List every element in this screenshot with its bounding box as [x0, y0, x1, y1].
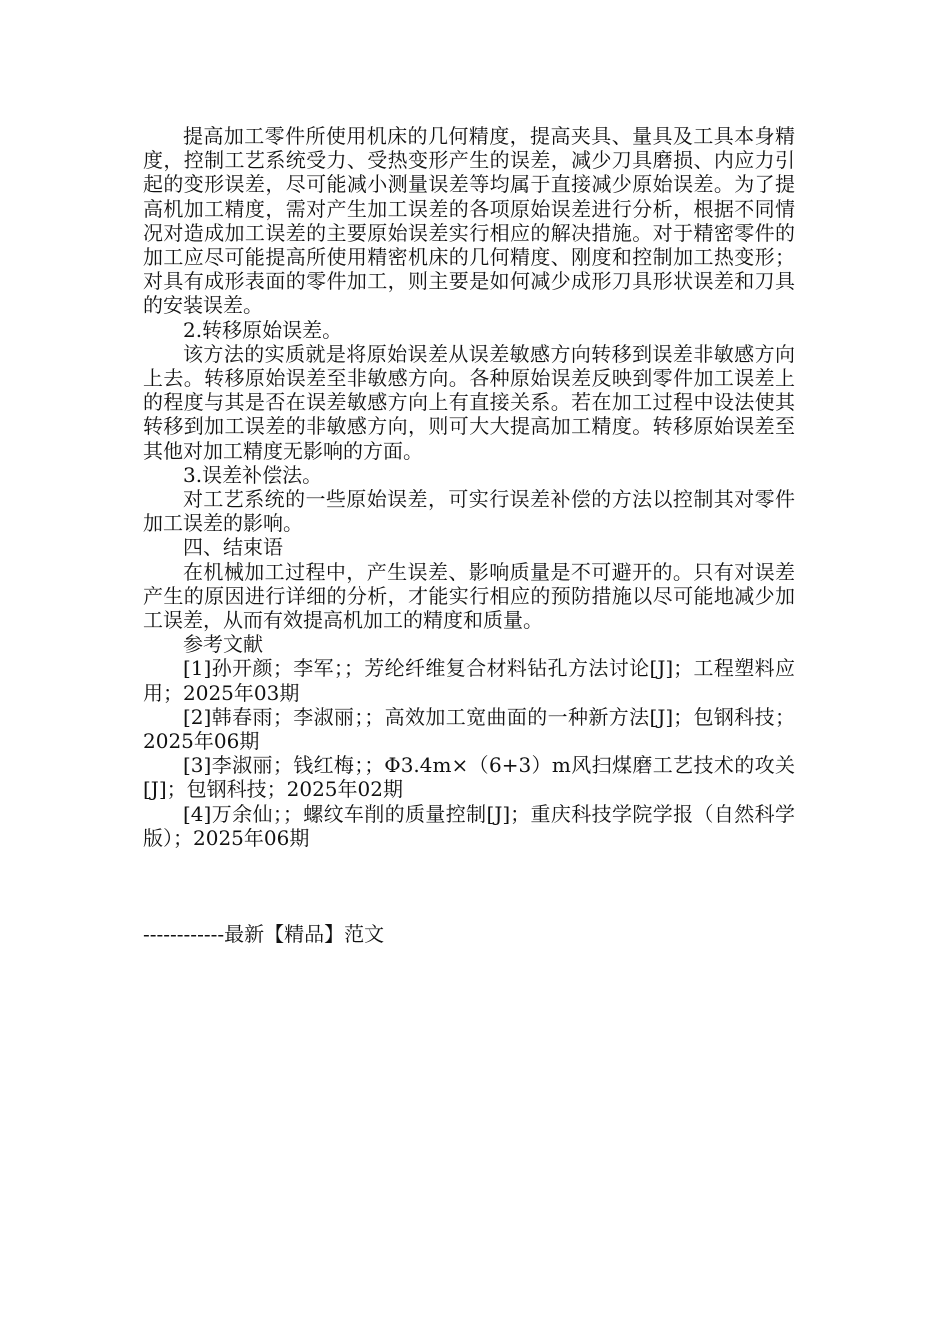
heading-conclusion: 四、结束语 [183, 535, 283, 560]
reference-item: [2]韩春雨；李淑丽；；高效加工宽曲面的一种新方法[J]；包钢科技；2025年06期 [143, 704, 795, 754]
reference-item: [1]孙开颜；李军；；芳纶纤维复合材料钻孔方法讨论[J]；工程塑料应用；2025年03期 [143, 656, 795, 705]
paragraph-direct-reduction: 提高加工零件所使用机床的几何精度，提高夹具、量具及工具本身精度，控制工艺系统受力、受热变形产生的误差，减少刀具磨损、内应力引起的变形误差，尽可能减小测量误差等均属于直接减少原始误差。为了提高机加工精度，需对产生加工误差的各项原始误差进行分析，根据不同情况对造成加工误差的主要原始误差实行相应的解决措施。对于精密零件的加工应尽可能提高所使用精密机床的几何精度、刚度和控制加工热变形；对具有成形表面的零件加工，则主要是如何减少成形刀具形状误差和刀具的安装误差。 [143, 124, 795, 318]
reference-item: [3]李淑丽；钱红梅；；Φ3.4m×（6+3）m风扫煤磨工艺技术的攻关[J]；包钢科技；2025年02期 [143, 753, 795, 802]
paragraph-error-compensation: 对工艺系统的一些原始误差，可实行误差补偿的方法以控制其对零件加工误差的影响。 [143, 487, 795, 536]
paragraph-transfer-error: 该方法的实质就是将原始误差从误差敏感方向转移到误差非敏感方向上去。转移原始误差至非敏感方向。各种原始误差反映到零件加工误差上的程度与其是否在误差敏感方向上有直接关系。若在加工过程中设法使其转移到加工误差的非敏感方向，则可大大提高加工精度。转移原始误差至其他对加工精度无影响的方面。 [143, 341, 795, 463]
paragraph-conclusion: 在机械加工过程中，产生误差、影响质量是不可避开的。只有对误差产生的原因进行详细的分析，才能实行相应的预防措施以尽可能地减少加工误差，从而有效提高机加工的精度和质量。 [143, 559, 795, 633]
document-body [143, 124, 795, 850]
reference-item: [4]万余仙；；螺纹车削的质量控制[J]；重庆科技学院学报（自然科学版）；2025年06期 [143, 801, 795, 850]
heading-references: 参考文献 [183, 632, 263, 657]
heading-error-compensation: 3.误差补偿法。 [183, 462, 323, 487]
heading-transfer-error: 2.转移原始误差。 [183, 317, 343, 342]
footer-text: ------------最新【精品】范文 [143, 922, 385, 946]
